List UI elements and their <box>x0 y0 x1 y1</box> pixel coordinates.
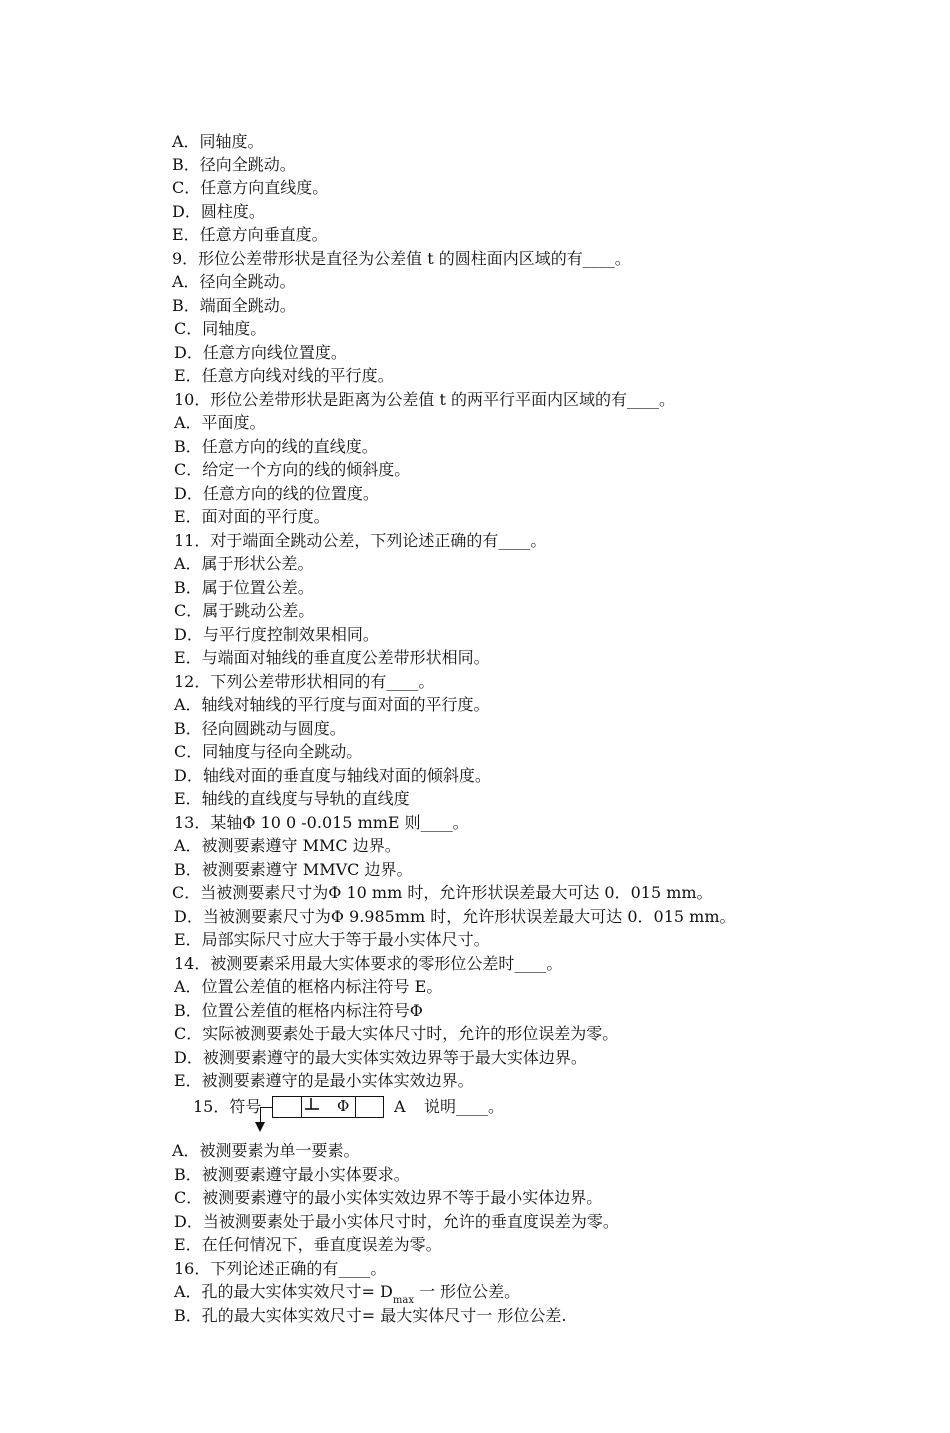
option-line: B．位置公差值的框格内标注符号Φ <box>174 1001 423 1020</box>
perpendicularity-icon <box>304 1097 320 1111</box>
option-line: A．同轴度。 <box>172 132 264 151</box>
option-line: D．当被测要素处于最小实体尺寸时，允许的垂直度误差为零。 <box>174 1212 619 1231</box>
option-line: C．当被测要素尺寸为Φ 10 mm 时，允许形状误差最大可达 0．015 mm。 <box>172 883 713 902</box>
option-line: D．圆柱度。 <box>172 202 265 221</box>
option-line: D．被测要素遵守的最大实体实效边界等于最大实体边界。 <box>174 1048 587 1067</box>
question-line: 14．被测要素采用最大实体要求的零形位公差时____。 <box>174 954 563 973</box>
option-line: B．任意方向的线的直线度。 <box>174 437 378 456</box>
option-line: C．实际被测要素处于最大实体尺寸时，允许的形位误差为零。 <box>174 1024 619 1043</box>
option-line: D．任意方向线位置度。 <box>174 343 347 362</box>
question-line: 11．对于端面全跳动公差，下列论述正确的有____。 <box>174 531 547 550</box>
option-line: D．与平行度控制效果相同。 <box>174 625 379 644</box>
option-text: 一 形位公差。 <box>413 1282 521 1301</box>
frame-phi-symbol: Φ <box>337 1097 350 1115</box>
option-line <box>174 1282 520 1304</box>
option-line: D．轴线对面的垂直度与轴线对面的倾斜度。 <box>174 766 491 785</box>
option-line: C．属于跳动公差。 <box>174 601 315 620</box>
option-text: A．孔的最大实体实效尺寸= D <box>174 1282 393 1301</box>
option-line: B．端面全跳动。 <box>172 296 296 315</box>
option-line: B．被测要素遵守 MMVC 边界。 <box>174 860 413 879</box>
question-line: 9．形位公差带形状是直径为公差值 t 的圆柱面内区域的有____。 <box>172 249 631 268</box>
option-line: A．位置公差值的框格内标注符号 E。 <box>174 977 443 996</box>
option-line: C．给定一个方向的线的倾斜度。 <box>174 460 411 479</box>
question-15-suffix: 说明____。 <box>424 1097 505 1116</box>
option-line: E．在任何情况下，垂直度误差为零。 <box>174 1235 442 1254</box>
frame-divider <box>355 1097 356 1117</box>
arrow-down-icon <box>255 1122 265 1132</box>
option-line: E．轴线的直线度与导轨的直线度 <box>174 789 410 808</box>
option-line: D．任意方向的线的位置度。 <box>174 484 379 503</box>
frame-divider <box>301 1097 302 1117</box>
question-15-prefix: 15．符号 <box>193 1097 262 1116</box>
option-line: A．平面度。 <box>174 413 266 432</box>
option-line: C．同轴度与径向全跳动。 <box>174 742 363 761</box>
option-line: A．被测要素为单一要素。 <box>172 1141 360 1160</box>
question-line: 16．下列论述正确的有____。 <box>174 1259 387 1278</box>
option-line: B．属于位置公差。 <box>174 578 314 597</box>
option-line: B．径向全跳动。 <box>172 155 296 174</box>
option-line: A．属于形状公差。 <box>174 554 314 573</box>
question-line: 13．某轴Φ 10 0 -0.015 mmE 则____。 <box>174 813 469 832</box>
tolerance-frame <box>272 1096 384 1118</box>
option-line: B．孔的最大实体实效尺寸= 最大实体尺寸一 形位公差. <box>174 1306 567 1325</box>
question-line: 12．下列公差带形状相同的有____。 <box>174 672 435 691</box>
option-line: A．被测要素遵守 MMC 边界。 <box>174 836 401 855</box>
option-line: A．轴线对轴线的平行度与面对面的平行度。 <box>174 695 490 714</box>
option-line: E．与端面对轴线的垂直度公差带形状相同。 <box>174 648 490 667</box>
option-line: E．任意方向线对线的平行度。 <box>174 366 394 385</box>
option-line: E．被测要素遵守的是最小实体实效边界。 <box>174 1071 474 1090</box>
option-line: B．径向圆跳动与圆度。 <box>174 719 346 738</box>
datum-label: A <box>394 1097 406 1116</box>
subscript: max <box>392 1295 414 1306</box>
option-line: E．任意方向垂直度。 <box>172 225 328 244</box>
question-line: 10．形位公差带形状是距离为公差值 t 的两平行平面内区域的有____。 <box>174 390 675 409</box>
option-line: E．面对面的平行度。 <box>174 507 330 526</box>
option-line: C．任意方向直线度。 <box>172 178 329 197</box>
leader-line <box>260 1107 272 1108</box>
option-line: C．被测要素遵守的最小实体实效边界不等于最小实体边界。 <box>174 1188 603 1207</box>
option-line: E．局部实际尺寸应大于等于最小实体尺寸。 <box>174 930 490 949</box>
option-line: B．被测要素遵守最小实体要求。 <box>174 1165 410 1184</box>
option-line: A．径向全跳动。 <box>172 272 296 291</box>
option-line: D．当被测要素尺寸为Φ 9.985mm 时，允许形状误差最大可达 0．015 mm。 <box>174 907 736 926</box>
option-line: C．同轴度。 <box>174 319 267 338</box>
